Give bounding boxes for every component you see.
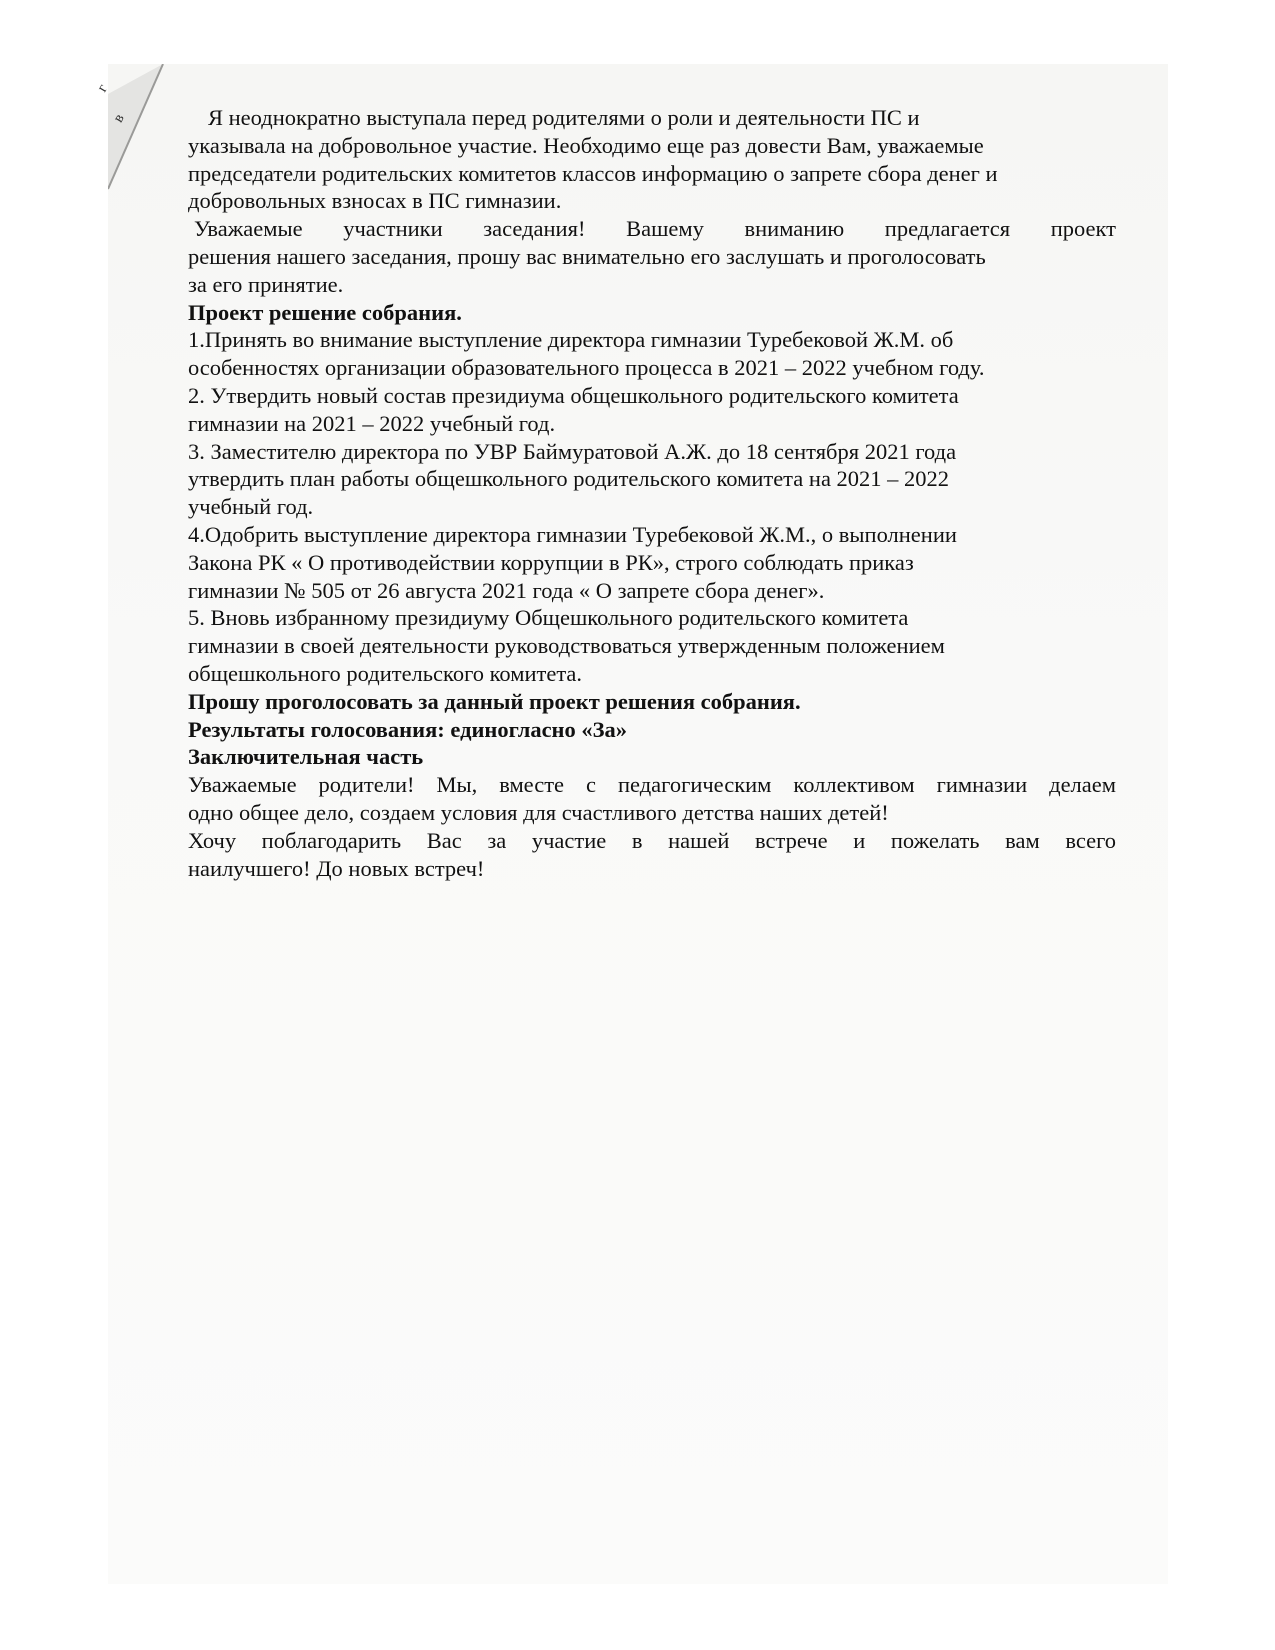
draft-item-2-line-1: 2. Утвердить новый состав президиума общешкольного родительского комитета	[188, 382, 959, 408]
draft-item-4-line-2: Закона РК « О противодействии коррупции в РК», строго соблюдать приказ	[188, 549, 914, 575]
appeal-line-3: за его принятие.	[188, 271, 344, 297]
intro-line-1: Я неоднократно выступала перед родителями о роли и деятельности ПС и	[208, 105, 920, 130]
draft-item-1-line-1: 1.Принять во внимание выступление директора гимназии Туребековой Ж.М. об	[188, 327, 954, 353]
intro-line-3: председатели родительских комитетов классов информацию о запрете сбора денег и	[188, 160, 998, 186]
appeal-line-2: решения нашего заседания, прошу вас внимательно его заслушать и проголосовать	[188, 243, 986, 269]
draft-item-4-line-3: гимназии № 505 от 26 августа 2021 года « О запрете сбора денег».	[188, 577, 825, 603]
final-heading: Заключительная часть	[188, 744, 424, 770]
final-line-1: Уважаемые родители! Мы, вместе с педагогическим коллективом гимназии делаем	[188, 772, 1116, 798]
vote-request: Прошу проголосовать за данный проект решения собрания.	[188, 688, 801, 714]
draft-item-5-line-2: гимназии в своей деятельности руководствоваться утвержденным положением	[188, 633, 945, 659]
draft-item-2-line-2: гимназии на 2021 – 2022 учебный год.	[188, 410, 556, 436]
appeal-line-1: Уважаемые участники заседания! Вашему вниманию предлагается проект	[194, 216, 1116, 242]
draft-item-5-line-1: 5. Вновь избранному президиуму Общешкольного родительского комитета	[188, 605, 909, 631]
draft-heading: Проект решение собрания.	[188, 299, 462, 325]
intro-line-4: добровольных взносах в ПС гимназии.	[188, 188, 562, 214]
final-line-2: одно общее дело, создаем условия для счастливого детства наших детей!	[188, 799, 889, 825]
final-line-4: наилучшего! До новых встреч!	[188, 855, 485, 881]
draft-item-5-line-3: общешкольного родительского комитета.	[188, 660, 583, 686]
vote-result: Результаты голосования: единогласно «За»	[188, 716, 628, 742]
draft-item-1-line-2: особенностях организации образовательного процесса в 2021 – 2022 учебном году.	[188, 355, 985, 381]
draft-item-3-line-1: 3. Заместителю директора по УВР Баймуратовой А.Ж. до 18 сентября 2021 года	[188, 438, 957, 464]
folded-corner-edge	[108, 64, 168, 194]
final-line-3: Хочу поблагодарить Вас за участие в нашей встрече и пожелать вам всего	[188, 827, 1116, 853]
document-body	[188, 104, 1116, 882]
draft-item-3-line-2: утвердить план работы общешкольного родительского комитета на 2021 – 2022	[188, 466, 950, 492]
margin-mark-2: в	[110, 111, 128, 126]
draft-item-3-line-3: учебный год.	[188, 494, 314, 520]
draft-item-4-line-1: 4.Одобрить выступление директора гимназии Туребековой Ж.М., о выполнении	[188, 521, 957, 547]
margin-mark-1: г	[94, 81, 112, 95]
intro-line-2: указывала на добровольное участие. Необходимо еще раз довести Вам, уважаемые	[188, 132, 984, 158]
